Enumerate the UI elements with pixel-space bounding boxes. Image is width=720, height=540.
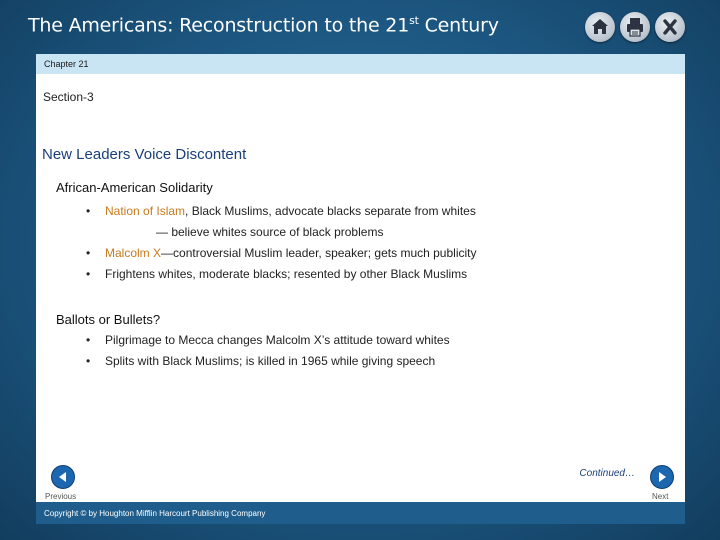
- chapter-label: Chapter 21: [44, 59, 89, 69]
- print-button[interactable]: [620, 12, 650, 42]
- bullet-item: [86, 351, 450, 372]
- bullet-text: — believe whites source of black problems: [156, 225, 384, 239]
- previous-label[interactable]: Previous: [45, 492, 77, 501]
- bullet-item: [86, 330, 450, 351]
- bullet-item: [86, 201, 476, 222]
- next-button[interactable]: [650, 465, 674, 489]
- bullet-text: Splits with Black Muslims; is killed in 1965 while giving speech: [105, 354, 436, 368]
- previous-button[interactable]: [51, 465, 75, 489]
- title-superscript: st: [409, 14, 419, 27]
- topic-bullets: [86, 330, 450, 372]
- bullet-text: Frightens whites, moderate blacks; resented by other Black Muslims: [105, 267, 468, 281]
- title-main: The Americans: Reconstruction to the 21: [28, 14, 410, 37]
- section-label: Section-3: [43, 90, 94, 104]
- topic-title: Ballots or Bullets?: [56, 312, 161, 327]
- next-label[interactable]: Next: [652, 492, 669, 501]
- copyright-text: Copyright © by Houghton Mifflin Harcourt Publishing Company: [44, 509, 266, 518]
- home-button[interactable]: [585, 12, 615, 42]
- bullet-text: Pilgrimage to Mecca changes Malcolm X’s attitude toward whites: [105, 333, 450, 347]
- bullet-text: , Black Muslims, advocate blacks separate from whites: [185, 204, 476, 218]
- footer-bar: [36, 502, 685, 524]
- continued-label: Continued…: [579, 468, 635, 479]
- bullet-highlight: Malcolm X: [105, 246, 162, 260]
- close-button[interactable]: [655, 12, 685, 42]
- bullet-text: —controversial Muslim leader, speaker; gets much publicity: [161, 246, 477, 260]
- close-icon: [655, 12, 685, 42]
- title-end: Century: [418, 14, 499, 37]
- presentation-title: [28, 14, 499, 36]
- arrow-left-icon: [52, 466, 74, 488]
- topic-bullets: [86, 201, 476, 285]
- slide-heading: New Leaders Voice Discontent: [42, 146, 247, 163]
- content-panel: [36, 74, 685, 502]
- bullet-highlight: Nation of Islam: [105, 204, 186, 218]
- bullet-item: [86, 243, 476, 264]
- home-icon: [585, 12, 615, 42]
- topic-title: African-American Solidarity: [56, 180, 213, 195]
- arrow-right-icon: [651, 466, 673, 488]
- bullet-continuation: [86, 222, 476, 243]
- bullet-item: [86, 264, 476, 285]
- chapter-bar: [36, 54, 685, 74]
- print-icon: [620, 12, 650, 42]
